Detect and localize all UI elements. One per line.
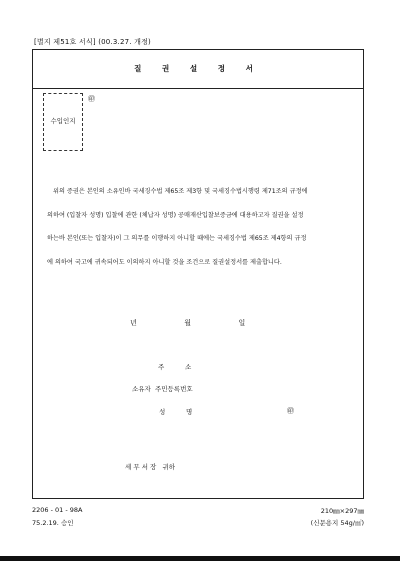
date-month-label: 월 bbox=[184, 319, 192, 327]
form-box bbox=[32, 49, 364, 499]
body-text bbox=[47, 180, 353, 274]
tax-office-addressee: 세 무 서 장 귀하 bbox=[125, 463, 176, 471]
bottom-border-bar bbox=[0, 556, 400, 561]
date-day-label: 일 bbox=[238, 319, 247, 327]
paper-size: 210㎜×297㎜ bbox=[320, 507, 364, 515]
form-code: 2206 - 01 - 98A bbox=[32, 506, 83, 514]
paper-type: (신문용지 54g/㎡) bbox=[310, 519, 364, 527]
body-line-4: 에 의하여 국고에 귀속되어도 이의하지 아니할 것을 조건으로 질권설정서를 제출합니다. bbox=[47, 258, 282, 266]
form-number-header: [별지 제51호 서식] (00.3.27. 개정) bbox=[34, 38, 151, 46]
name-label: 성 명 bbox=[159, 408, 193, 416]
address-label: 주 소 bbox=[158, 363, 192, 371]
document-title: 질 권 설 정 서 bbox=[33, 50, 363, 89]
approval-date: 75.2.19. 승인 bbox=[32, 519, 74, 527]
name-seal-icon: ㊞ bbox=[287, 407, 294, 415]
body-line-3: 하는바 본인(또는 입찰자)이 그 의무를 이행하지 아니할 때에는 국세징수법 제65조 제4항의 규정 bbox=[47, 235, 307, 242]
revenue-stamp-box bbox=[43, 93, 83, 151]
date-line bbox=[130, 318, 246, 328]
revenue-stamp-label: 수입인지 bbox=[50, 117, 76, 125]
body-line-1: 위의 증권은 본인의 소유인바 국세징수법 제65조 제3항 및 국세징수법시행령 제71조의 규정에 bbox=[53, 188, 308, 195]
owner-rrn-label: 소유자 주민등록번호 bbox=[132, 385, 193, 393]
seal-icon: ㊞ bbox=[88, 95, 95, 103]
date-year-label: 년 bbox=[130, 319, 138, 327]
body-line-2: 의하여 (입찰자 성명) 입찰에 관한 (체납자 성명) 공매재산입찰보증금에 대용하고자 질권을 설정 bbox=[47, 211, 304, 219]
